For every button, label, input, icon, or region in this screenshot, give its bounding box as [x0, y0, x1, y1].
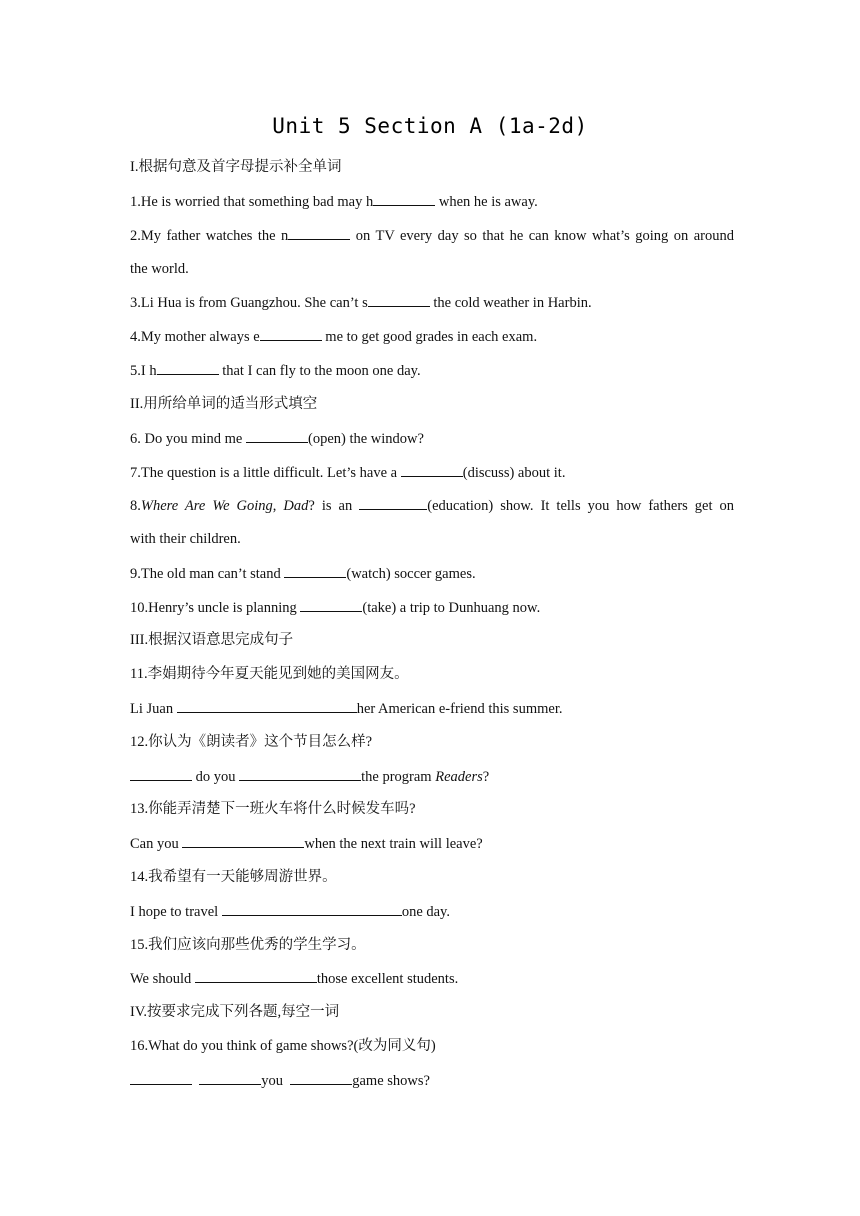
question-10: 10.Henry’s uncle is planning (take) a trip to Dunhuang now. — [130, 597, 734, 618]
answer-blank[interactable] — [368, 292, 430, 307]
answer-blank[interactable] — [195, 968, 317, 983]
question-11: Li Juan her American e-friend this summer. — [130, 698, 734, 719]
question-8: 8.Where Are We Going, Dad? is an (education) show. It tells you how fathers get on — [130, 495, 734, 516]
answer-blank[interactable] — [290, 1070, 352, 1085]
question-1: 1.He is worried that something bad may h when he is away. — [130, 191, 734, 212]
answer-blank[interactable] — [239, 766, 361, 781]
answer-blank[interactable] — [359, 495, 427, 510]
question-2: 2.My father watches the n on TV every day so that he can know what’s going on around — [130, 225, 734, 246]
question-16-answer: you game shows? — [130, 1070, 734, 1091]
question-16: 16.What do you think of game shows?(改为同义句) — [130, 1038, 436, 1054]
answer-blank[interactable] — [182, 833, 304, 848]
question-14-chinese: 14.我希望有一天能够周游世界。 — [130, 869, 337, 885]
section-heading-2: II.用所给单词的适当形式填空 — [130, 396, 318, 412]
show-title: Where Are We Going — [140, 498, 273, 514]
answer-blank[interactable] — [130, 766, 192, 781]
answer-blank[interactable] — [284, 563, 346, 578]
question-15-chinese: 15.我们应该向那些优秀的学生学习。 — [130, 937, 366, 953]
section-heading-4: IV.按要求完成下列各题,每空一词 — [130, 1004, 340, 1020]
question-8-continued: with their children. — [130, 531, 241, 547]
answer-blank[interactable] — [288, 225, 350, 240]
section-heading-3: III.根据汉语意思完成句子 — [130, 632, 294, 648]
question-9: 9.The old man can’t stand (watch) soccer games. — [130, 563, 734, 584]
question-15: We should those excellent students. — [130, 968, 734, 989]
question-11-chinese: 11.李娟期待今年夏天能见到她的美国网友。 — [130, 666, 409, 682]
question-7: 7.The question is a little difficult. Let’s have a (discuss) about it. — [130, 462, 734, 483]
question-6: 6. Do you mind me (open) the window? — [130, 428, 734, 449]
question-4: 4.My mother always e me to get good grades in each exam. — [130, 326, 734, 347]
answer-blank[interactable] — [177, 698, 357, 713]
question-3: 3.Li Hua is from Guangzhou. She can’t s the cold weather in Harbin. — [130, 292, 734, 313]
answer-blank[interactable] — [222, 901, 402, 916]
question-13-chinese: 13.你能弄清楚下一班火车将什么时候发车吗? — [130, 801, 416, 817]
page-title: Unit 5 Section A (1a-2d) — [272, 114, 588, 138]
answer-blank[interactable] — [373, 191, 435, 206]
program-title: Readers — [435, 769, 483, 785]
show-title-part2: Dad — [283, 498, 309, 514]
question-12: do you the program Readers? — [130, 766, 734, 787]
section-heading-1: I.根据句意及首字母提示补全单词 — [130, 159, 342, 175]
answer-blank[interactable] — [157, 360, 219, 375]
question-12-chinese: 12.你认为《朗读者》这个节目怎么样? — [130, 734, 373, 750]
question-14: I hope to travel one day. — [130, 901, 734, 922]
answer-blank[interactable] — [246, 428, 308, 443]
question-5: 5.I h that I can fly to the moon one day. — [130, 360, 734, 381]
answer-blank[interactable] — [260, 326, 322, 341]
answer-blank[interactable] — [199, 1070, 261, 1085]
question-2-continued: the world. — [130, 261, 189, 277]
answer-blank[interactable] — [130, 1070, 192, 1085]
answer-blank[interactable] — [300, 597, 362, 612]
answer-blank[interactable] — [401, 462, 463, 477]
question-13: Can you when the next train will leave? — [130, 833, 734, 854]
